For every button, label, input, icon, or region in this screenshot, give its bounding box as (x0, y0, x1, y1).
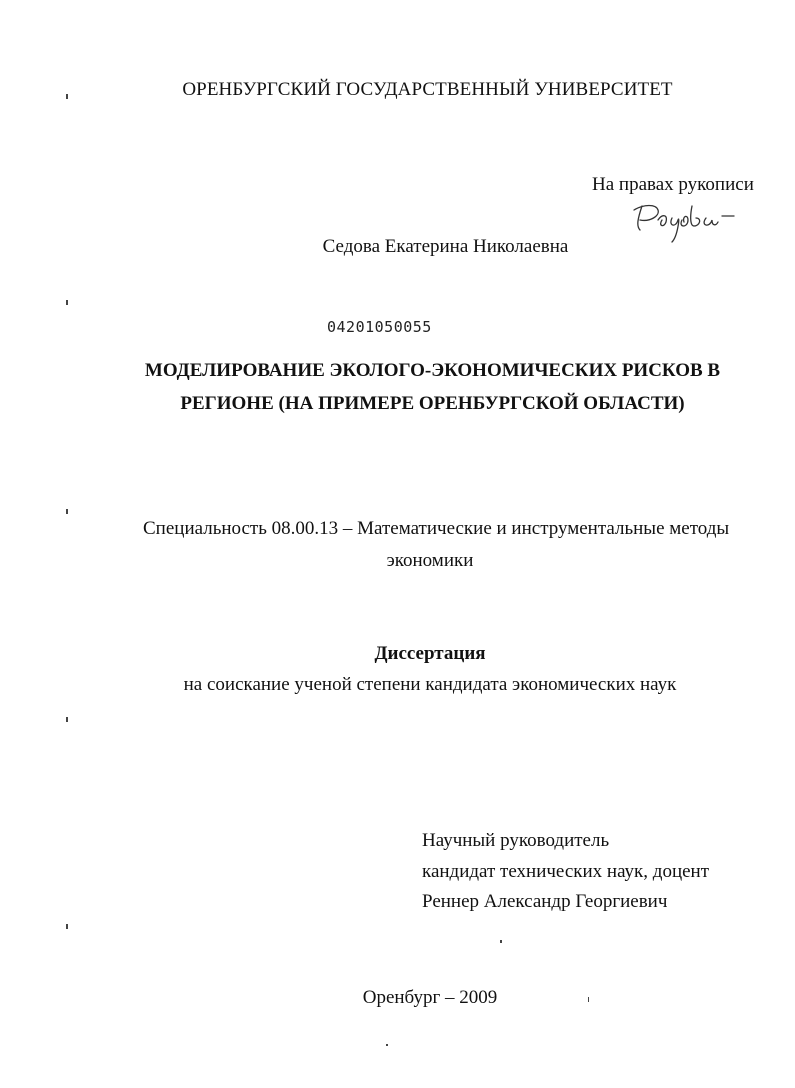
scan-mark (66, 300, 68, 305)
specialty-line-1: Специальность 08.00.13 – Математические и инструментальные методы (143, 518, 730, 539)
city-year: Оренбург – 2009 (362, 987, 498, 1008)
dissertation-label: Диссертация (374, 643, 486, 664)
registry-code: 04201050055 (327, 318, 432, 336)
scan-mark (386, 1044, 388, 1046)
scan-mark (66, 924, 68, 929)
dissertation-title-line-1: МОДЕЛИРОВАНИЕ ЭКОЛОГО-ЭКОНОМИЧЕСКИХ РИСКОВ В (144, 360, 721, 381)
scan-mark (66, 509, 68, 514)
dissertation-description: на соискание ученой степени кандидата экономических наук (183, 674, 677, 695)
scan-mark (66, 94, 68, 99)
manuscript-rights-note: На правах рукописи (592, 174, 754, 195)
scan-mark (500, 940, 502, 943)
author-name: Седова Екатерина Николаевна (322, 236, 569, 257)
scan-mark (66, 717, 68, 722)
scan-mark (588, 997, 589, 1002)
supervisor-role: Научный руководитель (422, 830, 610, 851)
university-name: ОРЕНБУРГСКИЙ ГОСУДАРСТВЕННЫЙ УНИВЕРСИТЕТ (182, 79, 673, 100)
dissertation-title-line-2: РЕГИОНЕ (НА ПРИМЕРЕ ОРЕНБУРГСКОЙ ОБЛАСТИ) (180, 393, 685, 414)
specialty-line-2: экономики (386, 550, 474, 571)
supervisor-degree: кандидат технических наук, доцент (422, 861, 710, 882)
supervisor-name: Реннер Александр Георгиевич (422, 891, 668, 912)
